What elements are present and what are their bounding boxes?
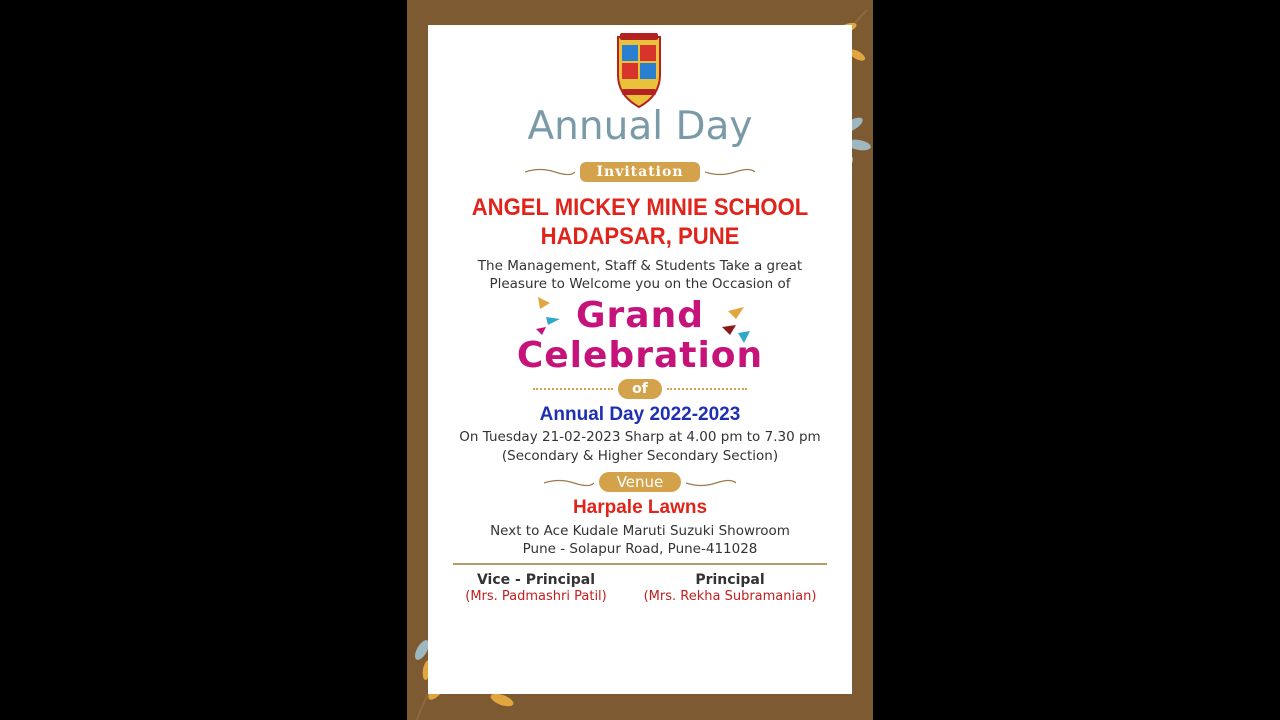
- welcome-line-1: The Management, Staff & Students Take a great: [477, 258, 803, 274]
- signature-divider: [453, 563, 827, 565]
- of-label: of: [618, 379, 662, 399]
- event-section: (Secondary & Higher Secondary Section): [501, 448, 779, 464]
- invitation-banner: [428, 161, 852, 182]
- celebration-word: Celebration: [516, 335, 764, 376]
- invitation-frame: [407, 0, 873, 720]
- annual-day-heading: Annual Day: [527, 104, 753, 149]
- venue-banner: [428, 472, 852, 492]
- event-datetime: On Tuesday 21-02-2023 Sharp at 4.00 pm to 7.30 pm: [459, 429, 821, 445]
- dotted-line-right: [667, 388, 747, 390]
- venue-label: Venue: [599, 472, 682, 492]
- of-divider: [428, 378, 852, 399]
- principal-signature: [630, 572, 830, 604]
- event-title: Annual Day 2022-2023: [539, 404, 741, 425]
- principal-name: (Mrs. Rekha Subramanian): [643, 589, 817, 604]
- school-location: HADAPSAR, PUNE: [540, 223, 740, 250]
- vice-principal-name: (Mrs. Padmashri Patil): [465, 589, 607, 604]
- school-name: ANGEL MICKEY MINIE SCHOOL: [471, 194, 809, 221]
- principal-role: Principal: [695, 572, 765, 588]
- venue-address-1: Next to Ace Kudale Maruti Suzuki Showroom: [490, 523, 790, 539]
- flourish-right-icon: [686, 478, 736, 488]
- vice-principal-signature: [436, 572, 636, 604]
- grand-word: Grand: [576, 295, 704, 336]
- vice-principal-role: Vice - Principal: [476, 572, 596, 588]
- school-crest-icon: [614, 31, 664, 111]
- dotted-line-left: [533, 388, 613, 390]
- invitation-card: [428, 25, 852, 694]
- welcome-line-2: Pleasure to Welcome you on the Occasion of: [489, 276, 791, 292]
- flourish-left-icon: [544, 478, 594, 488]
- venue-address-2: Pune - Solapur Road, Pune-411028: [522, 541, 758, 557]
- venue-name: Harpale Lawns: [572, 497, 708, 518]
- flourish-left-icon: [525, 167, 575, 177]
- invitation-label: Invitation: [580, 162, 699, 182]
- flourish-right-icon: [705, 167, 755, 177]
